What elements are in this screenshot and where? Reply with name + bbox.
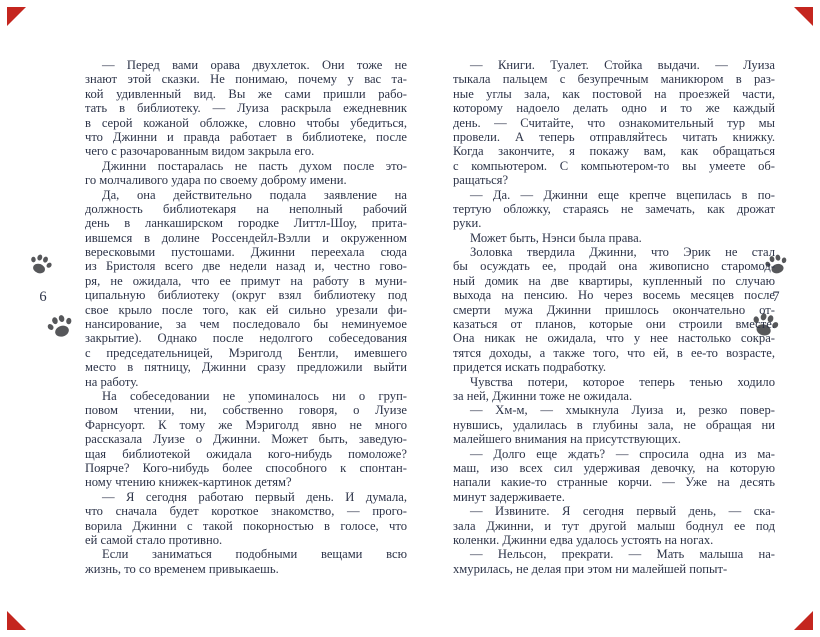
text-line: что Джинни и правда работает в библиотеке, после — [85, 129, 407, 144]
text-line: свое крыло после того, как ей сильно урезали фи- — [85, 302, 407, 317]
text-line: с председательницей, Мэриголд Бентли, имевшего — [85, 345, 407, 360]
text-line: ившемся в долине Россендейл-Вэлли и окруженном — [85, 230, 407, 245]
text-line: за ней, Джинни тоже не ожидала. — [453, 388, 633, 403]
text-line: чего с разочарованным видом закрыла его. — [85, 144, 315, 159]
text-line: Она никак не ожидала, что у нее настолько сокра- — [453, 331, 775, 346]
text-line: которому надоело делать одно и то же каждый — [453, 101, 775, 116]
text-line: в серой кожаной обложке, словно чтобы убедиться, — [85, 115, 407, 130]
text-line: жизнь, то со временем привыкаешь. — [85, 561, 279, 576]
text-line: кой удивленный вид. Вы же сами пришли рабо- — [85, 86, 407, 101]
text-line: зала Джинни, и тут другой малыш боднул ее под — [453, 518, 775, 533]
text-line: хмурилась, не делая при этом ни малейшей попыт- — [453, 561, 728, 576]
text-line: — Да. — Джинни еще крепче вцепилась в по- — [470, 187, 775, 202]
text-line: напали какие-то странные корчи. — Уже на десять — [453, 475, 775, 490]
text-line: ей самой стало противно. — [85, 532, 223, 547]
text-line: щая библиотекой ожидала кого-нибудь помоложе? — [85, 446, 407, 461]
paw-print-icon — [41, 307, 80, 346]
page-turn-corner-mark-top-left[interactable] — [7, 7, 26, 26]
text-line: выхода на пенсию. Но через восемь месяцев после — [453, 288, 775, 303]
text-line: день. — Считайте, что ознакомительный тур мы — [453, 115, 775, 130]
text-line: закрытие). Однако после недолгого собеседования — [85, 331, 407, 346]
text-line: тертую обложку, стараясь не замечать, как дрожат — [453, 201, 775, 216]
text-line: бы осуждать ее, продай она живописно старомод- — [453, 259, 775, 274]
text-line: ципальную библиотеку (округ взял библиотеку под — [85, 288, 407, 303]
text-line: Когда закончите, я покажу вам, как обращаться — [453, 144, 775, 159]
text-line: — Хм-м, — хмыкнула Луиза и, резко повер- — [470, 403, 775, 418]
text-line: тятся доходы, а также того, что ей, в ее-то возрасте, — [453, 345, 775, 360]
text-line: ря, не ожидала, что ее примут на работу в муни- — [85, 273, 407, 288]
text-line: провели. А теперь отправляйтесь читать книжку. — [453, 129, 775, 144]
text-line: ворила Джинни с такой покорностью в голосе, что — [85, 518, 407, 533]
text-line: смерти мужа Джинни пришлось окончательно от- — [453, 302, 775, 317]
text-line: Поярче? Кого-нибудь более способного к спонтан- — [85, 460, 407, 475]
text-line: — Долго еще ждать? — спросила одна из ма- — [470, 446, 775, 461]
text-line: Джинни постаралась не пасть духом после это- — [102, 158, 407, 173]
text-line: Если заниматься подобными вещами всю — [102, 547, 407, 562]
text-line: Фарнсуорт. К тому же Мэриголд явно не много — [85, 417, 407, 432]
text-line: с компьютером. С компьютером-то вы умеете об- — [453, 158, 775, 173]
text-line: нансирование, за чем последовало бы неминуемое — [85, 317, 407, 332]
text-line: ные углы зала, как постовой на проезжей части, — [453, 86, 775, 101]
text-line: Может быть, Нэнси была права. — [470, 230, 642, 245]
page-turn-corner-mark-top-right[interactable] — [794, 7, 813, 26]
text-line: Золовка твердила Джинни, что Эрик не стал — [470, 245, 775, 260]
text-line: придется искать подработку. — [453, 360, 607, 375]
text-line: малейшего внимания на присутствующих. — [453, 432, 681, 447]
text-line: Да, она действительно подала заявление на — [102, 187, 407, 202]
text-line: что сначала будет короткое знакомство, — прого- — [85, 504, 407, 519]
text-line: — Извините. Я сегодня первый день, — ска- — [470, 504, 775, 519]
text-line: ный домик на две квартиры, купленный по случаю — [453, 273, 775, 288]
page-number-left: 6 — [39, 289, 47, 305]
text-line: на работу. — [85, 374, 139, 389]
text-line: го молчаливого удара по своему доброму имени. — [85, 173, 347, 188]
text-line: тать в библиотеку. — Луиза раскрыла ежедневник — [85, 101, 407, 116]
right-page — [453, 58, 775, 576]
text-line: тыкала пальцем с безупречным маникюром в раз- — [453, 72, 775, 87]
text-line: знают этой сказки. Не понимаю, почему у вас та- — [85, 72, 407, 87]
text-line: нувшись, удалилась в глубины зала, не обращая ни — [453, 417, 775, 432]
text-line: — Перед вами орава двухлеток. Они тоже не — [102, 58, 407, 72]
text-line: рассказала Луизе о Джинни. Может быть, заведую- — [85, 432, 407, 447]
page-number-right: 7 — [772, 289, 780, 305]
text-line: повом чтении, ни, собственно говоря, о Луизе — [85, 403, 407, 418]
text-line: — Я сегодня работаю первый день. И думала, — [102, 489, 407, 504]
text-line: коленки. Джинни едва удалось устоять на ногах. — [453, 532, 714, 547]
text-line: — Книги. Туалет. Стойка выдачи. — Луиза — [470, 58, 775, 72]
text-line: На собеседовании не упоминалось ни о груп- — [102, 388, 407, 403]
text-line: должность библиотекаря на неполный рабочий — [85, 201, 407, 216]
page-turn-corner-mark-bottom-left[interactable] — [7, 611, 26, 630]
text-line: Чувства потери, которое теперь тенью ходило — [470, 374, 775, 389]
text-line: маш, изо всех сил удерживая девочку, на которую — [453, 460, 775, 475]
text-line: казаться от планов, которые они строили вместе. — [453, 317, 775, 332]
text-line: — Нельсон, прекрати. — Мать малыша на- — [470, 547, 775, 562]
text-line: место в пятницу, Джинни сразу предложили выйти — [85, 360, 407, 375]
text-line: ному чтению книжек-картинок детям? — [85, 475, 292, 490]
text-line: вересковыми пустошами. Джинни переехала сюда — [85, 245, 407, 260]
text-line: день в ланкаширском городке Литтл-Шоу, прита- — [85, 216, 407, 231]
text-line: руки. — [453, 216, 482, 231]
text-line: ращаться? — [453, 173, 509, 188]
paw-print-icon — [23, 247, 58, 282]
page-turn-corner-mark-bottom-right[interactable] — [794, 611, 813, 630]
text-line: из Бристоля всего две недели назад и, честно гово- — [85, 259, 407, 274]
text-line: минут задерживаете. — [453, 489, 565, 504]
left-page — [85, 58, 407, 576]
